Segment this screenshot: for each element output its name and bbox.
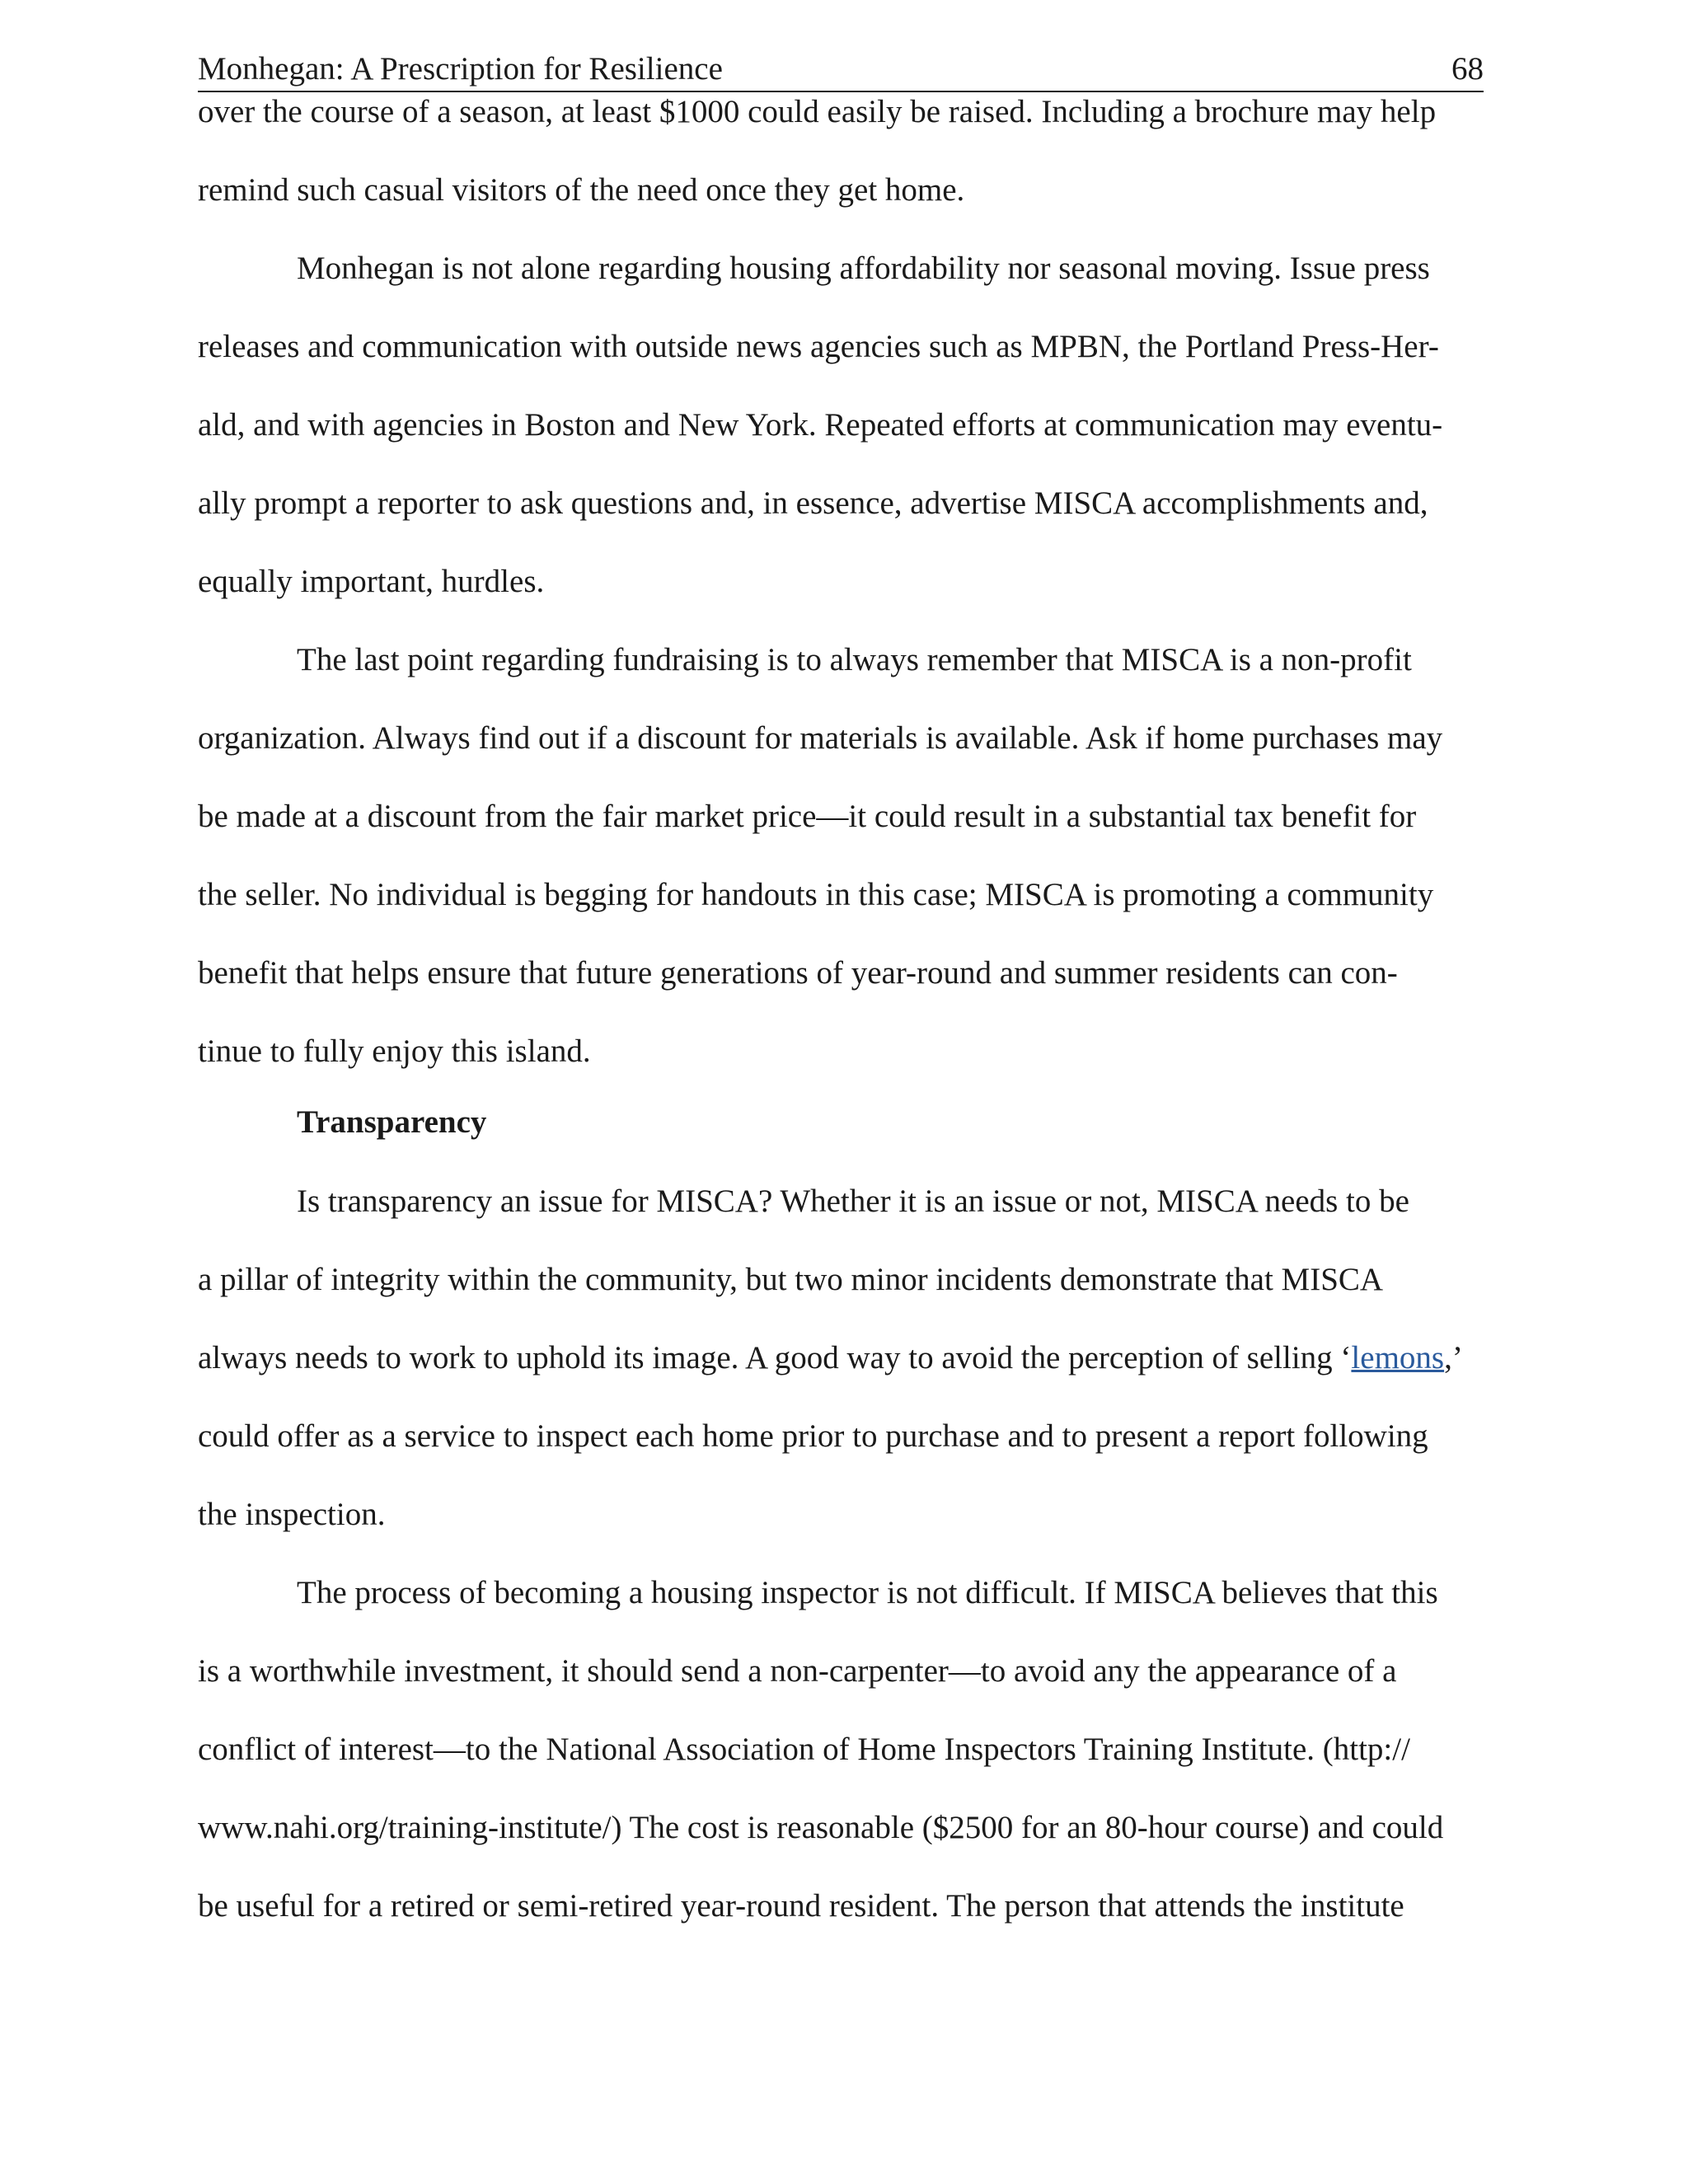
text-line: could offer as a service to inspect each home prior to purchase and to present a report following: [198, 1418, 1428, 1454]
text-line: remind such casual visitors of the need once they get home.: [198, 172, 965, 208]
text-line: ally prompt a reporter to ask questions and, in essence, advertise MISCA accomplishments and,: [198, 485, 1428, 521]
text-line: tinue to fully enjoy this island.: [198, 1033, 591, 1069]
text-line: Is transparency an issue for MISCA? Whether it is an issue or not, MISCA needs to be: [297, 1183, 1409, 1219]
text-line: be made at a discount from the fair market price—it could result in a substantial tax benefit for: [198, 799, 1417, 834]
text-line: the inspection.: [198, 1497, 386, 1532]
text-line: equally important, hurdles.: [198, 564, 545, 599]
text-line: the seller. No individual is begging for handouts in this case; MISCA is promoting a community: [198, 877, 1434, 912]
link-line-after: ,’: [1444, 1340, 1463, 1376]
text-line: www.nahi.org/training-institute/) The cost is reasonable ($2500 for an 80-hour course) and could: [198, 1810, 1444, 1845]
text-line: ald, and with agencies in Boston and New York. Repeated efforts at communication may eventu-: [198, 407, 1443, 443]
text-line: releases and communication with outside news agencies such as MPBN, the Portland Press-Her-: [198, 329, 1439, 364]
text-line: over the course of a season, at least $1000 could easily be raised. Including a brochure may help: [198, 94, 1437, 129]
page-number: 68: [1451, 51, 1484, 87]
text-line: Monhegan is not alone regarding housing affordability nor seasonal moving. Issue press: [297, 251, 1430, 286]
text-line: The last point regarding fundraising is to always remember that MISCA is a non-profit: [297, 642, 1412, 677]
text-line: benefit that helps ensure that future generations of year-round and summer residents can con-: [198, 955, 1398, 991]
text-line: a pillar of integrity within the community, but two minor incidents demonstrate that MISCA: [198, 1262, 1384, 1297]
text-line: The process of becoming a housing inspector is not difficult. If MISCA believes that this: [297, 1575, 1438, 1610]
text-line-with-link: [198, 1337, 1463, 1380]
text-line: conflict of interest—to the National Association of Home Inspectors Training Institute. (http://: [198, 1732, 1410, 1767]
running-title: Monhegan: A Prescription for Resilience: [198, 51, 723, 87]
text-line: is a worthwhile investment, it should send a non-carpenter—to avoid any the appearance of a: [198, 1653, 1397, 1689]
text-line: be useful for a retired or semi-retired year-round resident. The person that attends the institute: [198, 1888, 1404, 1924]
text-line: organization. Always find out if a discount for materials is available. Ask if home purchases may: [198, 720, 1443, 756]
section-heading: Transparency: [297, 1104, 487, 1140]
running-header: [198, 48, 1484, 92]
lemons-link[interactable]: lemons: [1351, 1340, 1445, 1376]
link-line-before: always needs to work to uphold its image. A good way to avoid the perception of selling ‘: [198, 1340, 1352, 1376]
